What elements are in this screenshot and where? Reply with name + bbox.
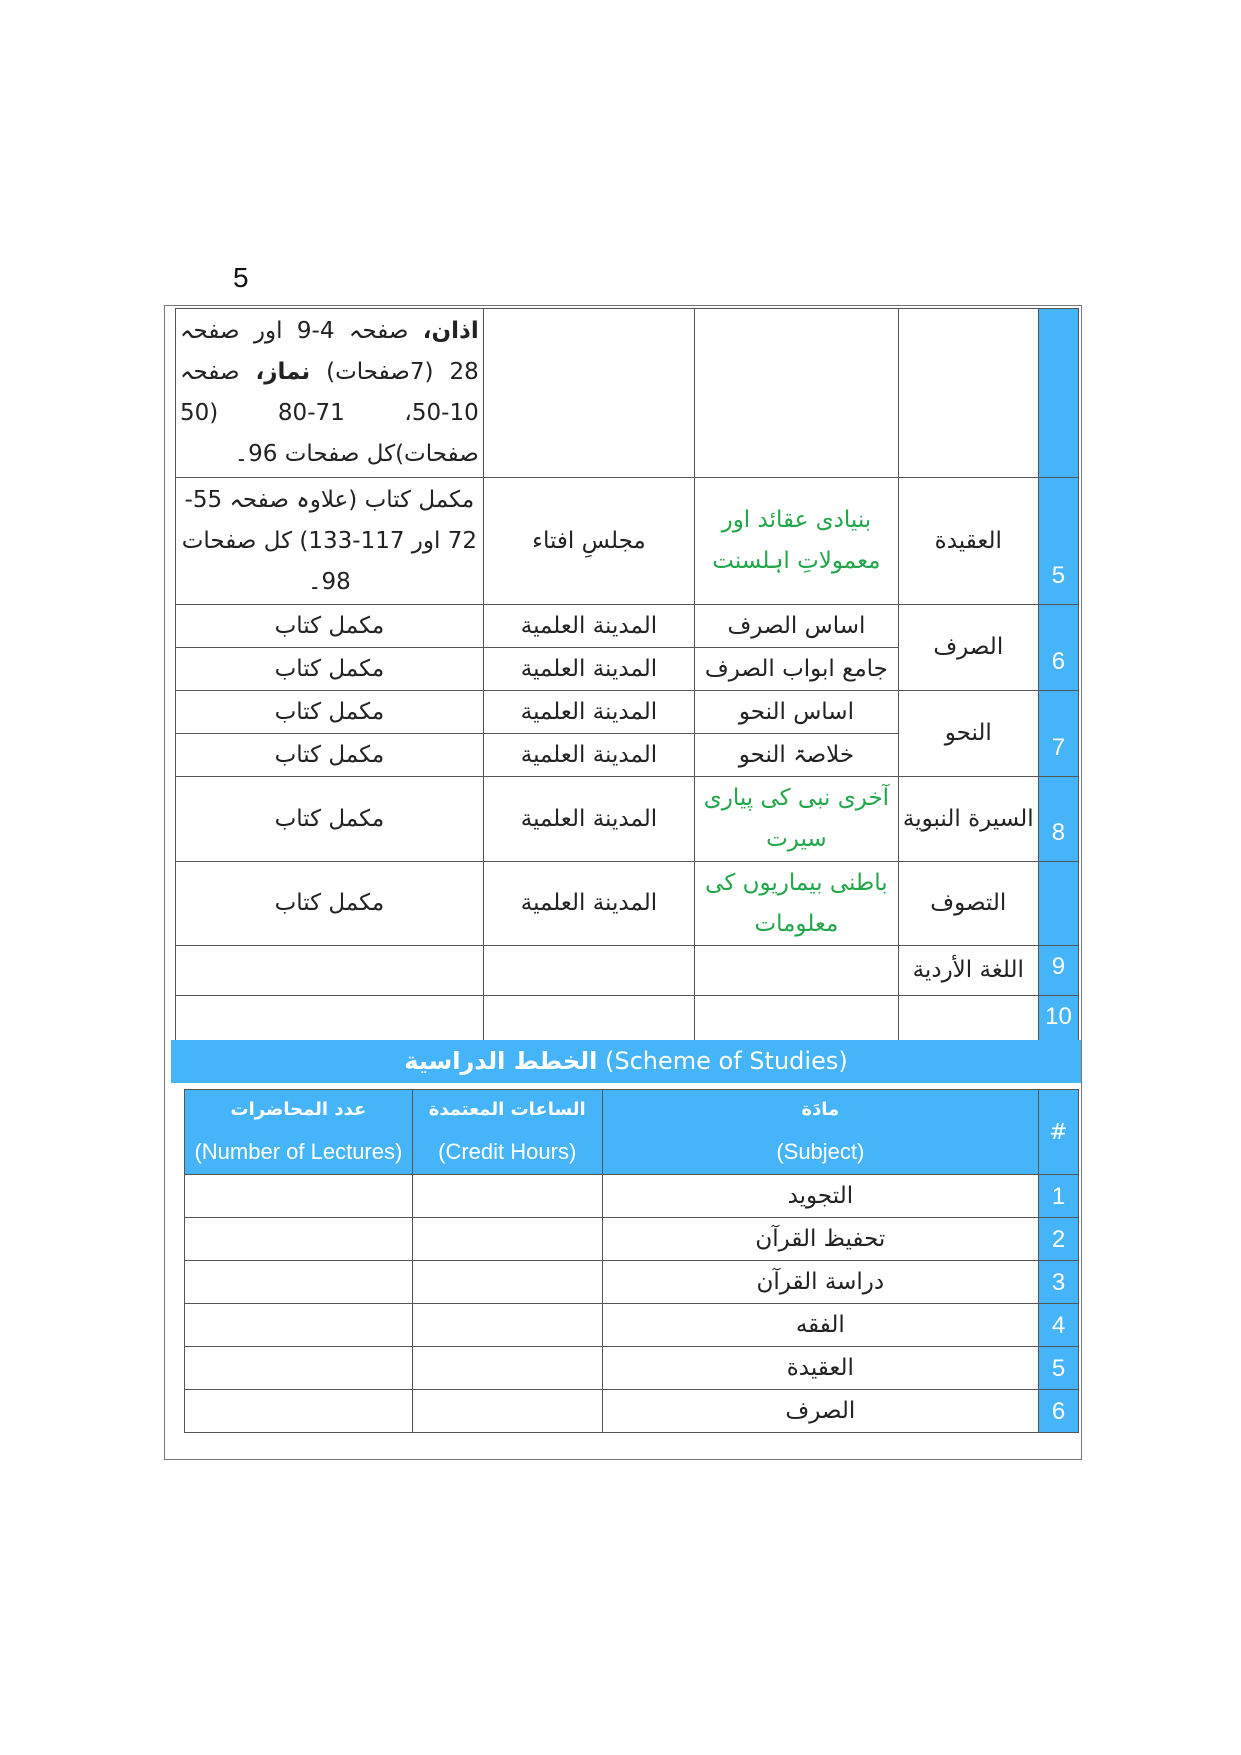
subject-cell: التجويد bbox=[602, 1175, 1038, 1218]
lectures-header-en: (Number of Lectures) bbox=[194, 1139, 403, 1164]
credit-cell bbox=[412, 1175, 602, 1218]
publisher-cell: مجلسِ افتاء bbox=[483, 478, 694, 605]
page-range-cell: مکمل کتاب bbox=[176, 648, 484, 691]
page-range-cell bbox=[176, 946, 484, 996]
scheme-table bbox=[184, 1089, 1079, 1433]
publisher-cell: المدينة العلمية bbox=[483, 648, 694, 691]
table-row bbox=[176, 691, 1079, 734]
row-number: 2 bbox=[1039, 1218, 1079, 1261]
table-row bbox=[176, 309, 1079, 478]
table-row bbox=[185, 1175, 1079, 1218]
row-number: 5 bbox=[1039, 1347, 1079, 1390]
lectures-cell bbox=[185, 1261, 413, 1304]
credit-hours-header bbox=[412, 1090, 602, 1175]
scheme-title-english: (Scheme of Studies) bbox=[597, 1047, 848, 1075]
table-row bbox=[176, 996, 1079, 1046]
subject-header-en: (Subject) bbox=[776, 1139, 865, 1164]
book-cell: بنیادی عقائد اور معمولاتِ اہلسنت bbox=[695, 478, 898, 605]
row-number bbox=[1038, 862, 1078, 946]
page-range-cell: مکمل کتاب bbox=[176, 862, 484, 946]
page-range-cell bbox=[176, 996, 484, 1046]
row-number: 7 bbox=[1038, 691, 1078, 777]
publisher-cell: المدينة العلمية bbox=[483, 862, 694, 946]
row-number: 3 bbox=[1039, 1261, 1079, 1304]
table-row bbox=[176, 605, 1079, 648]
page-range-cell: مکمل کتاب (علاوہ صفحہ 55-72 اور 117-133) کل صفحات 98۔ bbox=[176, 478, 484, 605]
range-text: صفحہ 4-9 اور صفحہ 28 (7صفحات) bbox=[180, 318, 479, 385]
row-number: 9 bbox=[1038, 946, 1078, 996]
lectures-header bbox=[185, 1090, 413, 1175]
subject-header bbox=[602, 1090, 1038, 1175]
subject-cell bbox=[898, 996, 1038, 1046]
table-row bbox=[176, 478, 1079, 605]
page-range-cell: مکمل کتاب bbox=[176, 605, 484, 648]
subject-cell: تحفيظ القرآن bbox=[602, 1218, 1038, 1261]
subject-cell: النحو bbox=[898, 691, 1038, 777]
subject-cell: الصرف bbox=[602, 1390, 1038, 1433]
lectures-cell bbox=[185, 1347, 413, 1390]
lectures-cell bbox=[185, 1390, 413, 1433]
subject-cell: التصوف bbox=[898, 862, 1038, 946]
lectures-cell bbox=[185, 1304, 413, 1347]
book-cell: خلاصۃ النحو bbox=[695, 734, 898, 777]
subject-cell: اللغة الأردية bbox=[898, 946, 1038, 996]
credit-cell bbox=[412, 1347, 602, 1390]
lectures-cell bbox=[185, 1175, 413, 1218]
subject-cell: الفقه bbox=[602, 1304, 1038, 1347]
row-number: 6 bbox=[1039, 1390, 1079, 1433]
book-cell bbox=[695, 309, 898, 478]
publisher-cell: المدينة العلمية bbox=[483, 777, 694, 862]
scheme-title-arabic: الخطط الدراسية bbox=[404, 1047, 598, 1075]
publisher-cell bbox=[483, 309, 694, 478]
credit-header-ar: الساعات المعتمدة bbox=[428, 1099, 586, 1120]
table-row bbox=[185, 1261, 1079, 1304]
azan-label: اذان، bbox=[422, 318, 479, 344]
book-cell: اساس الصرف bbox=[695, 605, 898, 648]
row-number: 4 bbox=[1039, 1304, 1079, 1347]
subject-cell bbox=[898, 309, 1038, 478]
subject-cell: العقيدة bbox=[898, 478, 1038, 605]
publisher-cell: المدينة العلمية bbox=[483, 691, 694, 734]
table-row bbox=[185, 1390, 1079, 1433]
row-number: 1 bbox=[1039, 1175, 1079, 1218]
credit-cell bbox=[412, 1218, 602, 1261]
credit-cell bbox=[412, 1261, 602, 1304]
publisher-cell: المدينة العلمية bbox=[483, 605, 694, 648]
book-cell: جامع ابواب الصرف bbox=[695, 648, 898, 691]
credit-cell bbox=[412, 1304, 602, 1347]
scheme-of-studies-title bbox=[171, 1040, 1081, 1083]
page-range-cell: مکمل کتاب bbox=[176, 777, 484, 862]
credit-header-en: (Credit Hours) bbox=[438, 1139, 577, 1164]
row-number bbox=[1038, 309, 1078, 478]
table-row bbox=[176, 862, 1079, 946]
book-cell: باطنی بیماریوں کی معلومات bbox=[695, 862, 898, 946]
range-text: صفحہ 10-50، 71-80 (50 صفحات)کل صفحات 96۔ bbox=[180, 359, 479, 467]
lectures-cell bbox=[185, 1218, 413, 1261]
table-row bbox=[176, 946, 1079, 996]
book-cell: اساس النحو bbox=[695, 691, 898, 734]
row-number: 6 bbox=[1038, 605, 1078, 691]
table-header-row bbox=[185, 1090, 1079, 1175]
table-row bbox=[185, 1218, 1079, 1261]
book-cell: آخری نبی کی پیاری سیرت bbox=[695, 777, 898, 862]
row-number: 8 bbox=[1038, 777, 1078, 862]
subject-cell: الصرف bbox=[898, 605, 1038, 691]
syllabus-table bbox=[175, 308, 1079, 1046]
table-row bbox=[185, 1347, 1079, 1390]
page-range-cell: مکمل کتاب bbox=[176, 691, 484, 734]
publisher-cell: المدينة العلمية bbox=[483, 734, 694, 777]
table-row bbox=[176, 777, 1079, 862]
subject-header-ar: مادَة bbox=[801, 1099, 840, 1120]
subject-cell: السيرة النبوية bbox=[898, 777, 1038, 862]
table-row bbox=[185, 1304, 1079, 1347]
page-number: 5 bbox=[233, 262, 249, 293]
row-number: 10 bbox=[1038, 996, 1078, 1046]
lectures-header-ar: عدد المحاضرات bbox=[230, 1099, 367, 1120]
row-number: 5 bbox=[1038, 478, 1078, 605]
book-cell bbox=[695, 946, 898, 996]
subject-cell: العقيدة bbox=[602, 1347, 1038, 1390]
publisher-cell bbox=[483, 946, 694, 996]
book-cell bbox=[695, 996, 898, 1046]
num-header: # bbox=[1039, 1090, 1079, 1175]
namaz-label: نماز، bbox=[255, 359, 311, 385]
page-range-cell: مکمل کتاب bbox=[176, 734, 484, 777]
page-range-cell bbox=[176, 309, 484, 478]
publisher-cell bbox=[483, 996, 694, 1046]
subject-cell: دراسة القرآن bbox=[602, 1261, 1038, 1304]
credit-cell bbox=[412, 1390, 602, 1433]
